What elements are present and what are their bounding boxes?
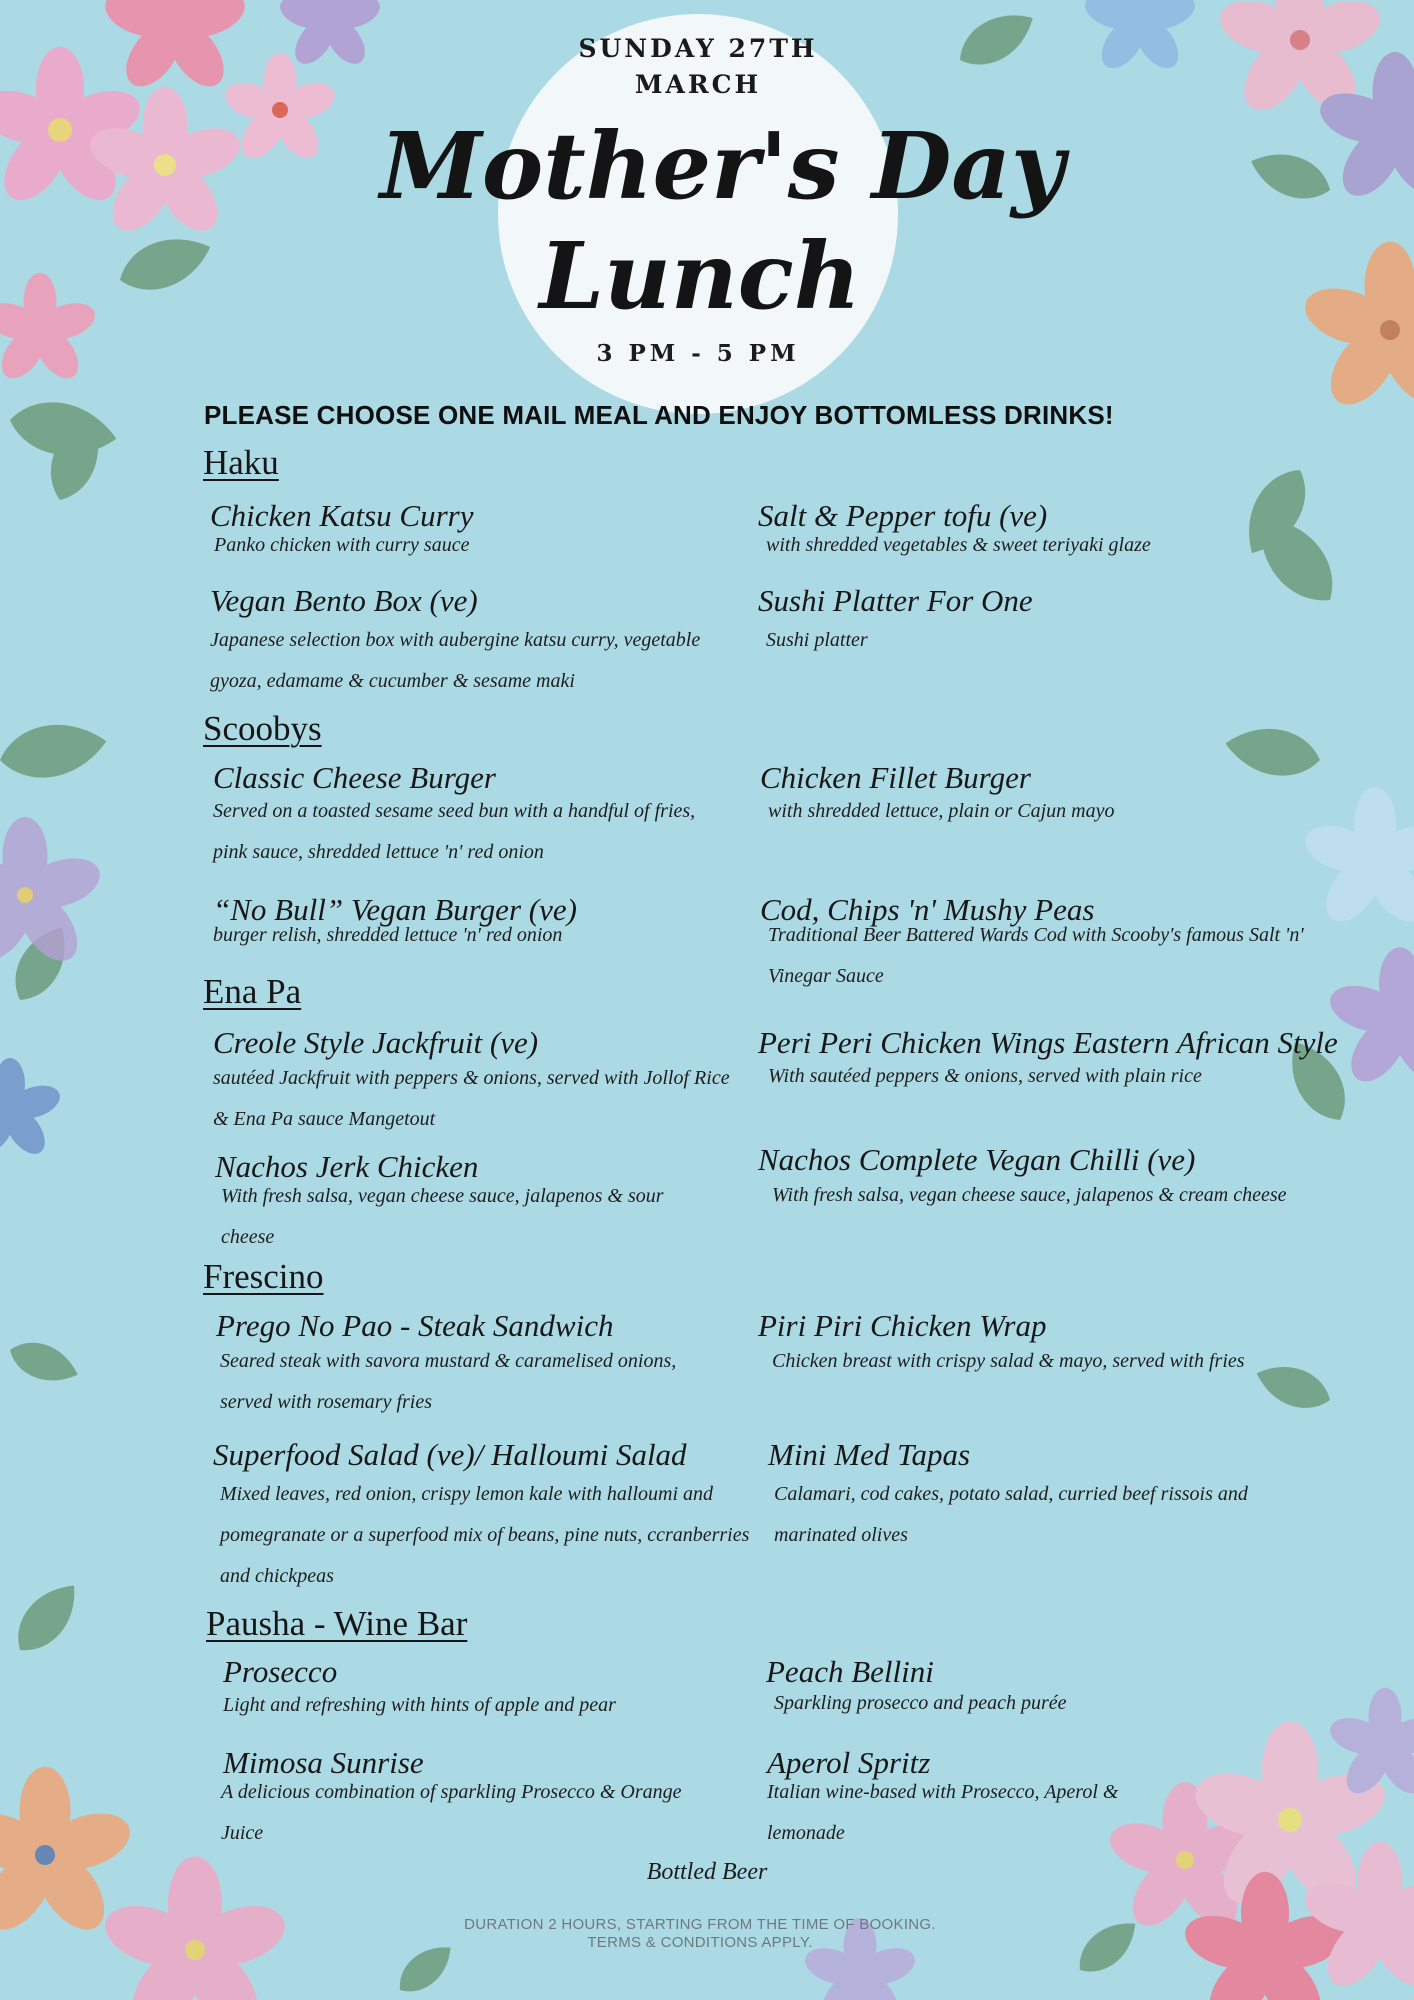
section-frescino: Frescino (203, 1257, 324, 1296)
item-name: Piri Piri Chicken Wrap (758, 1308, 1047, 1343)
item-description: Seared steak with savora mustard & caramelised onions, served with rosemary fries (220, 1350, 677, 1413)
item-description: Chicken breast with crispy salad & mayo, served with fries (772, 1350, 1245, 1372)
footer-duration: DURATION 2 HOURS, STARTING FROM THE TIME OF BOOKING. (464, 1916, 936, 1933)
item-name: Salt & Pepper tofu (ve) (758, 498, 1048, 533)
item-description: Traditional Beer Battered Wards Cod with Scooby's famous Salt 'n' Vinegar Sauce (768, 924, 1304, 987)
menu-item (216, 1307, 716, 1423)
title-line1: Mother's Day (380, 112, 1065, 220)
item-name: Peri Peri Chicken Wings Eastern African Style (758, 1025, 1338, 1060)
menu-item (767, 1744, 1187, 1854)
menu-item (213, 759, 733, 873)
title-line2: Lunch (539, 222, 861, 330)
item-description: Japanese selection box with aubergine katsu curry, vegetable gyoza, edamame & cucumber & sesame maki (210, 629, 701, 692)
menu-item (210, 497, 730, 566)
item-name: Superfood Salad (ve)/ Halloumi Salad (213, 1437, 687, 1472)
section-scoobys: Scoobys (203, 709, 322, 748)
item-description: with shredded vegetables & sweet teriyaki glaze (766, 534, 1151, 556)
event-date-line2: MARCH (634, 70, 762, 99)
item-name: Nachos Jerk Chicken (215, 1149, 479, 1184)
item-name: Mimosa Sunrise (223, 1745, 424, 1780)
item-description: Calamari, cod cakes, potato salad, curried beef rissois and marinated olives (774, 1483, 1248, 1546)
item-description: burger relish, shredded lettuce 'n' red onion (213, 924, 563, 946)
item-description: A delicious combination of sparkling Prosecco & Orange Juice (221, 1781, 682, 1844)
item-name: Chicken Fillet Burger (760, 760, 1031, 795)
item-name: “No Bull” Vegan Burger (ve) (213, 892, 577, 927)
menu-item (768, 1436, 1328, 1556)
section-pausha: Pausha - Wine Bar (206, 1604, 468, 1643)
menu-item (760, 891, 1330, 997)
footer-terms: TERMS & CONDITIONS APPLY. (587, 1934, 813, 1951)
item-description: With fresh salsa, vegan cheese sauce, jalapenos & sour cheese (221, 1185, 664, 1248)
menu-item (758, 1307, 1318, 1382)
menu-item (766, 1653, 1286, 1724)
section-haku: Haku (203, 443, 279, 482)
menu-item (210, 582, 730, 702)
item-description: Mixed leaves, red onion, crispy lemon kale with halloumi and pomegranate or a superfood mix of beans, pine nuts, ccranberries and chickpeas (220, 1483, 750, 1587)
item-name: Mini Med Tapas (768, 1437, 971, 1472)
item-name: Cod, Chips 'n' Mushy Peas (760, 892, 1095, 927)
intro-heading: PLEASE CHOOSE ONE MAIL MEAL AND ENJOY BOTTOMLESS DRINKS! (204, 400, 1114, 430)
menu-item (213, 1024, 733, 1140)
item-name: Prego No Pao - Steak Sandwich (216, 1308, 614, 1343)
item-description: With sautéed peppers & onions, served with plain rice (768, 1065, 1202, 1087)
item-description: Italian wine-based with Prosecco, Aperol & lemonade (767, 1781, 1119, 1844)
item-name: Vegan Bento Box (ve) (210, 583, 478, 618)
menu-item (213, 1436, 753, 1597)
event-date-line1: SUNDAY 27TH (578, 34, 818, 63)
item-name: Peach Bellini (766, 1654, 934, 1689)
menu-item (223, 1744, 703, 1854)
item-name: Classic Cheese Burger (213, 760, 496, 795)
flower-icon (0, 0, 384, 386)
item-description: Light and refreshing with hints of apple and pear (223, 1694, 616, 1716)
item-name: Nachos Complete Vegan Chilli (ve) (758, 1142, 1196, 1177)
event-time: 3 PM - 5 PM (596, 340, 800, 367)
menu-item (760, 759, 1300, 832)
item-name: Sushi Platter For One (758, 583, 1033, 618)
item-description: Served on a toasted sesame seed bun with a handful of fries, pink sauce, shredded lettuce 'n' red onion (213, 800, 696, 863)
menu-item (758, 1024, 1338, 1097)
menu-item (758, 1141, 1298, 1216)
item-description: Sparkling prosecco and peach purée (774, 1692, 1067, 1714)
item-description: sautéed Jackfruit with peppers & onions, served with Jollof Rice & Ena Pa sauce Mangetout (213, 1067, 730, 1130)
menu-item (223, 1653, 723, 1726)
menu-item (758, 582, 1278, 661)
item-name: Prosecco (223, 1654, 338, 1689)
item-description: With fresh salsa, vegan cheese sauce, jalapenos & cream cheese (772, 1184, 1287, 1206)
section-ena-pa: Ena Pa (203, 972, 302, 1011)
item-description: Sushi platter (766, 629, 868, 651)
item-description: with shredded lettuce, plain or Cajun mayo (768, 800, 1115, 822)
bottled-beer: Bottled Beer (646, 1859, 768, 1885)
item-name: Creole Style Jackfruit (ve) (213, 1025, 539, 1060)
menu-item (758, 497, 1318, 566)
menu-item (215, 1148, 715, 1258)
menu-item (213, 891, 733, 956)
item-name: Aperol Spritz (767, 1745, 931, 1780)
item-description: Panko chicken with curry sauce (214, 534, 470, 556)
item-name: Chicken Katsu Curry (210, 498, 474, 533)
